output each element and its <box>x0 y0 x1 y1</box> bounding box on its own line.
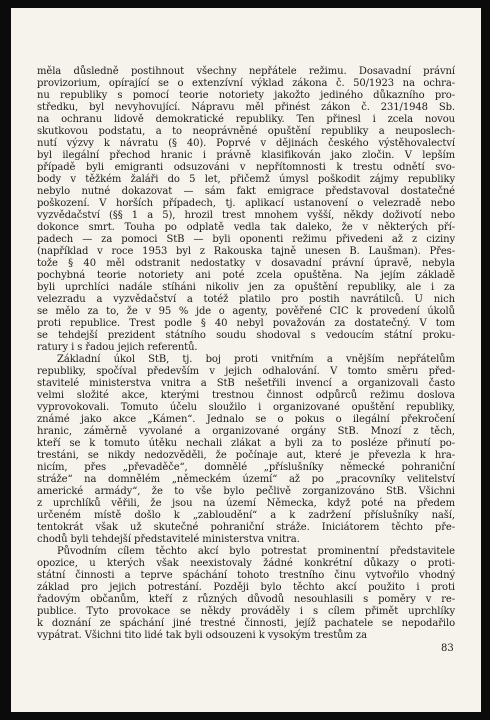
text-line: publice. Tyto provokace se někdy prováděly i s cílem přimět uprchlíky <box>37 606 455 617</box>
text-line: velezradu a vyzvědačství a totéž platilo pro postih navrátilců. U nich <box>37 294 455 305</box>
text-line: poškození. V horších případech, tj. aplikací ustanovení o velezradě nebo <box>37 198 455 209</box>
text-line: body v těžkém žaláři do 5 let, přičemž úmysl poškodit zájmy republiky <box>37 174 455 185</box>
text-line: vyzvědačství (§§ 1 a 5), hrozil trest mnohem vyšší, někdy doživotí nebo <box>37 210 455 221</box>
text-line: kteří se k tomuto útěku nechali zlákat a byli za to posléze přinutí po- <box>37 438 455 449</box>
text-line: chodů byli tehdejší představitelé ministerstva vnitra. <box>37 534 300 545</box>
text-line: vyprovokovali. Tomuto účelu sloužilo i organizované opuštění republiky, <box>37 402 455 413</box>
body-text <box>37 66 455 642</box>
text-line: nicím, přes „převaděče“, domnělé „příslušníky německé pohraniční <box>37 462 455 473</box>
text-line: měla důsledně postihnout všechny nepřátele režimu. Dosavadní právní <box>37 66 455 77</box>
text-line: tože § 40 měl odstranit nedostatky v dosavadní právní úpravě, nebyla <box>37 258 455 269</box>
text-line: pochybná teorie notoriety ani poté zcela opuštěna. Na jejím základě <box>37 270 455 281</box>
text-line: případě byli emigranti odsuzováni v nepřítomnosti k trestu odnětí svo- <box>37 162 455 173</box>
text-line: státní činnosti a teprve spáchání tohoto trestního činu vytvořilo vhodný <box>37 570 455 581</box>
text-line: stavitelé ministerstva vnitra a StB nešetřili invencí a organizovali často <box>37 378 455 389</box>
text-line: určeném místě došlo k „zabloudění“ a k zadržení příslušníky naší, <box>37 510 455 521</box>
text-line: dokonce smrt. Touha po odplatě vedla tak daleko, že v některých pří- <box>37 222 455 233</box>
text-line: na ochranu lidově demokratické republiky. Ten přinesl i zcela novou <box>37 114 455 125</box>
text-line: stráže“ na domnělém „německém území“ až po „pracovníky velitelství <box>37 474 455 485</box>
text-line: americké armády“, že to vše bylo pečlivě zorganizováno StB. Všichni <box>37 486 455 497</box>
text-line: z uprchlíků věřili, že jsou na území Německa, když poté na předem <box>37 498 455 509</box>
text-line: velmi složité akce, kterými trestnou činnost odpůrců režimu doslova <box>37 390 455 401</box>
page-number: 83 <box>441 643 454 654</box>
text-line: ratury i s řadou jejich referentů. <box>37 342 198 353</box>
text-line: republiky, spočíval především v jejich odhalování. V tomto směru před- <box>37 366 455 377</box>
text-line: byl ilegální přechod hranic i právně klasifikován jako zločin. V lepším <box>37 150 455 161</box>
text-line: opozice, u kterých však neexistovaly žádné konkrétní důkazy o proti- <box>37 558 455 569</box>
text-line: provizorium, opírající se o extenzívní výklad zákona č. 50/1923 na ochra- <box>37 78 455 89</box>
text-line: tentokrát však už skutečné pohraniční stráže. Iniciátorem těchto pře- <box>37 522 455 533</box>
text-line: (například v roce 1953 byl z Rakouska tajně unesen B. Laušman). Přes- <box>37 246 455 257</box>
text-line: středku, byl nevyhovující. Nápravu měl přinést zákon č. 231/1948 Sb. <box>37 102 455 113</box>
text-line: základ pro jejich potrestání. Později bylo těchto akcí použito i proti <box>37 582 455 593</box>
book-page <box>11 8 481 712</box>
text-line: známé jako akce „Kámen“. Jednalo se o pokus o ilegální překročení <box>37 414 455 425</box>
text-line: Základní úkol StB, tj. boj proti vnitřním a vnějším nepřátelům <box>57 354 455 365</box>
text-line: byli uprchlíci nadále stíháni nikoliv jen za opuštění republiky, ale i za <box>37 282 455 293</box>
text-line: Původním cílem těchto akcí bylo potrestat prominentní představitele <box>57 546 455 557</box>
text-line: vypátrat. Všichni tito lidé tak byli odsouzeni k vysokým trestům za <box>37 630 367 641</box>
text-line: nebylo nutné dokazovat — sám fakt emigrace představoval dostatečné <box>37 186 455 197</box>
text-line: hranic, záměrně vyvolané a organizované orgány StB. Mnozí z těch, <box>37 426 455 437</box>
text-line: trestáni, se nikdy nedozvěděli, že počínaje aut, které je převezla k hra- <box>37 450 455 461</box>
text-line: nu republiky s pomocí teorie notoriety jakožto jediného důkazního pro- <box>37 90 455 101</box>
text-line: proti republice. Trest podle § 40 nebyl považován za dostatečný. V tom <box>37 318 455 329</box>
text-line: k doznání ze spáchání jiné trestné činnosti, jejíž pachatele se nepodařilo <box>37 618 455 629</box>
text-line: se tehdejší prezident státního soudu shodoval s vedoucím státní proku- <box>37 330 455 341</box>
text-line: skutkovou podstatu, a to neoprávněné opuštění republiky a neuposlech- <box>37 126 455 137</box>
text-line: padech — za pomoci StB — byli oponenti režimu přivedeni až z ciziny <box>37 234 455 245</box>
text-line: řadovým občanům, kteří z různých důvodů nesouhlasili s poměry v re- <box>37 594 455 605</box>
text-line: se mělo za to, že v 95 % jde o agenty, pověřené CIC k provedení úkolů <box>37 306 455 317</box>
text-line: nutí výzvy k návratu (§ 40). Poprvé v dějinách českého výstěhovalectví <box>37 138 455 149</box>
